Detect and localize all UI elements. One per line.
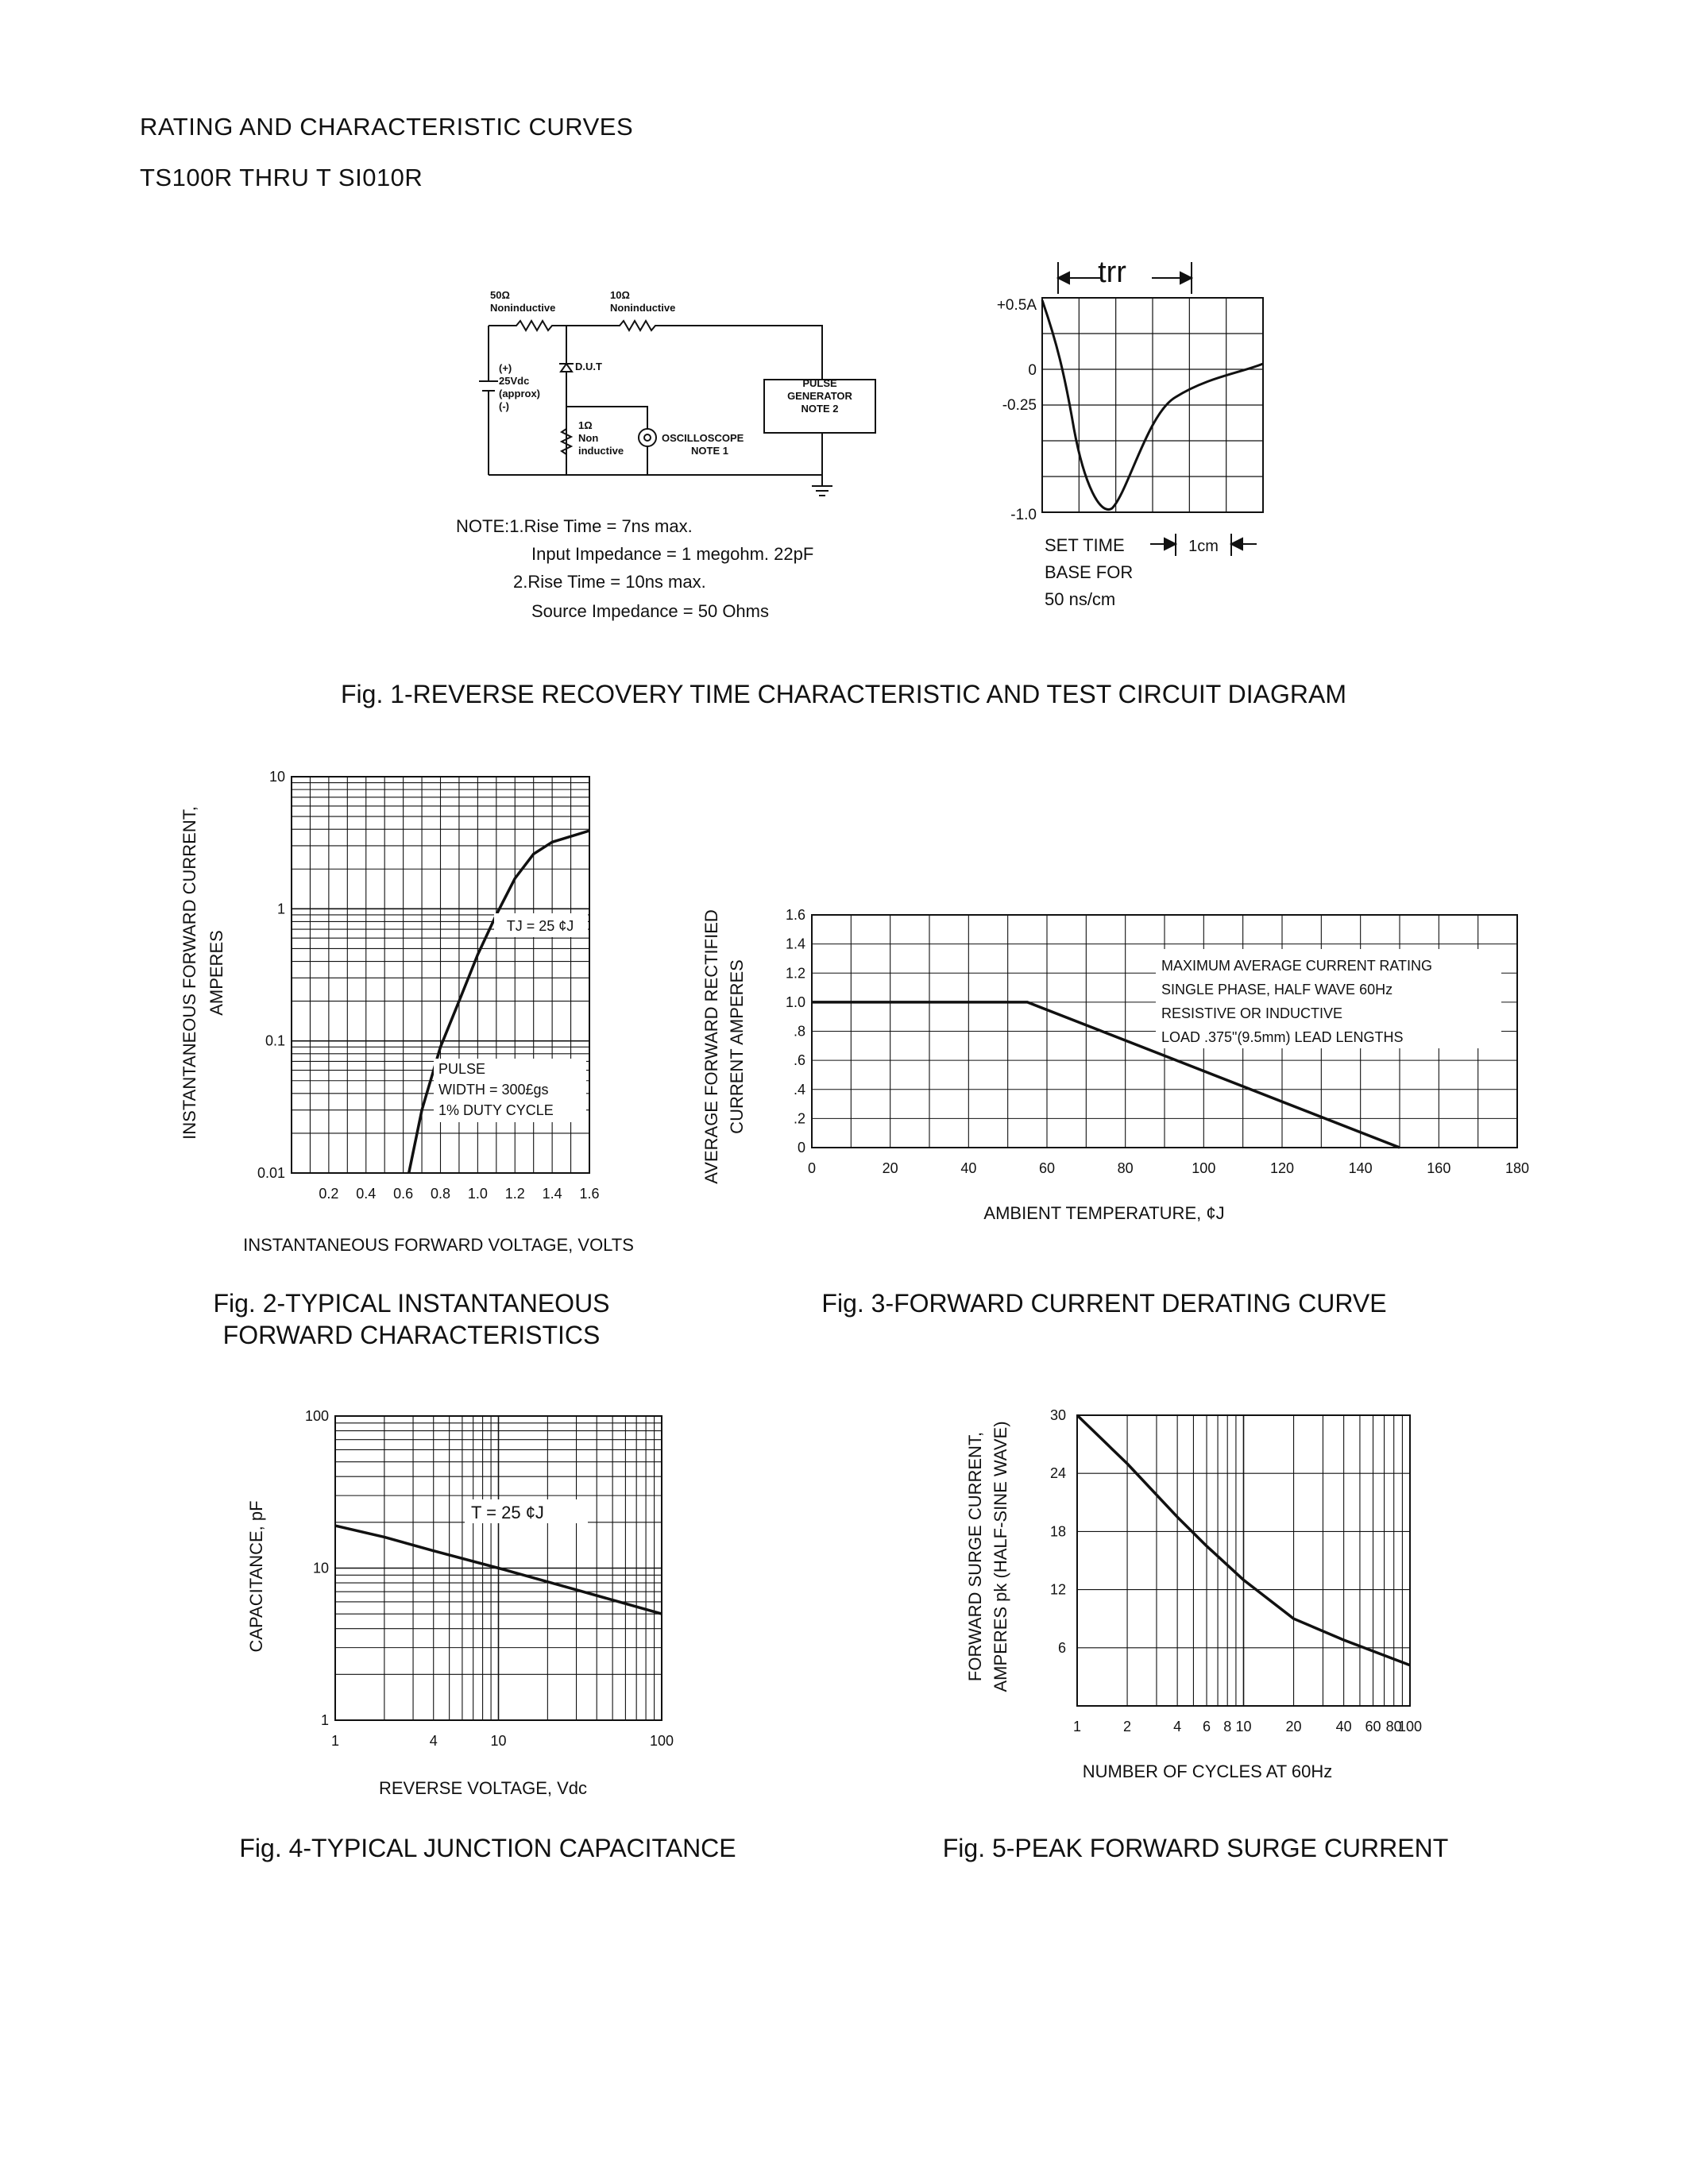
fig4-y-axis-label: CAPACITANCE, pF xyxy=(246,1500,266,1653)
supply-minus: (-) xyxy=(499,400,509,412)
fig2-tj-annotation: TJ = 25 ¢J xyxy=(506,918,574,934)
fig3-legend-line-2: SINGLE PHASE, HALF WAVE 60Hz xyxy=(1161,982,1393,997)
scope-label-2: NOTE 1 xyxy=(691,445,728,457)
fig5-x-tick: 2 xyxy=(1123,1719,1132,1734)
fig2-x-tick: 0.2 xyxy=(319,1186,339,1202)
fig5-x-tick: 8 xyxy=(1223,1719,1232,1734)
supply-approx: (approx) xyxy=(499,388,540,399)
r2-value: 10Ω xyxy=(610,289,630,301)
fig2-y-axis-label-2: AMPERES xyxy=(207,930,226,1016)
fig5-x-tick: 60 xyxy=(1365,1719,1381,1734)
pulse-gen-label-3: NOTE 2 xyxy=(801,403,839,415)
fig4-x-tick: 10 xyxy=(490,1733,507,1749)
fig3-x-axis-label: AMBIENT TEMPERATURE, ¢J xyxy=(983,1203,1225,1223)
fig3-x-tick: 80 xyxy=(1117,1160,1134,1176)
fig1-caption: Fig. 1-REVERSE RECOVERY TIME CHARACTERISTIC AND TEST CIRCUIT DIAGRAM xyxy=(340,680,1347,708)
r3-value: 1Ω xyxy=(578,419,593,431)
fig1-notes xyxy=(456,516,813,621)
scope-y-label: 0 xyxy=(1028,362,1037,379)
fig3-x-tick: 60 xyxy=(1038,1160,1056,1176)
fig5-x-tick: 80 xyxy=(1385,1719,1402,1734)
fig5-surge-current-chart xyxy=(1050,1407,1422,1734)
note-2a: 2.Rise Time = 10ns max. xyxy=(513,572,706,592)
fig2-caption-line-1: Fig. 2-TYPICAL INSTANTANEOUS xyxy=(213,1289,610,1318)
fig5-x-tick: 40 xyxy=(1335,1719,1352,1734)
fig3-y-tick: .8 xyxy=(793,1023,805,1040)
fig4-x-axis-label: REVERSE VOLTAGE, Vdc xyxy=(378,1778,588,1798)
pulse-gen-label-1: PULSE xyxy=(802,377,837,389)
fig3-y-tick: .6 xyxy=(793,1052,805,1069)
fig2-forward-characteristics-chart xyxy=(257,769,600,1202)
fig4-junction-capacitance-chart xyxy=(305,1408,674,1749)
fig4-caption: Fig. 4-TYPICAL JUNCTION CAPACITANCE xyxy=(239,1834,736,1862)
fig5-x-tick: 6 xyxy=(1203,1719,1211,1734)
pulse-gen-label-2: GENERATOR xyxy=(787,390,852,402)
fig5-y-tick: 6 xyxy=(1057,1639,1066,1656)
note-1b: Input Impedance = 1 megohm. 22pF xyxy=(531,544,814,564)
dut-label: D.U.T xyxy=(575,361,602,372)
supply-plus: (+) xyxy=(499,362,512,374)
page-title: RATING AND CHARACTERISTIC CURVES xyxy=(140,113,634,141)
oscilloscope-probe xyxy=(639,429,656,446)
fig5-x-tick: 20 xyxy=(1285,1719,1302,1734)
fig3-y-tick: 1.6 xyxy=(785,907,805,923)
fig3-x-tick: 100 xyxy=(1192,1160,1216,1176)
fig5-labels xyxy=(943,1421,1449,1862)
fig5-x-tick: 10 xyxy=(1235,1719,1252,1734)
fig3-caption: Fig. 3-FORWARD CURRENT DERATING CURVE xyxy=(821,1289,1387,1318)
fig5-x-tick: 4 xyxy=(1173,1719,1182,1734)
fig2-x-tick: 1.0 xyxy=(467,1186,488,1202)
set-time-label: SET TIME xyxy=(1045,535,1125,555)
fig2-caption-line-2: FORWARD CHARACTERISTICS xyxy=(222,1321,601,1349)
fig3-x-tick: 120 xyxy=(1269,1160,1295,1176)
oscilloscope-trace-panel xyxy=(1042,298,1263,512)
r1-value: 50Ω xyxy=(490,289,510,301)
r3-note-2: inductive xyxy=(578,445,624,457)
fig2-y-tick: 1 xyxy=(276,901,285,917)
fig5-x-axis-label: NUMBER OF CYCLES AT 60Hz xyxy=(1082,1761,1333,1781)
fig3-derating-chart xyxy=(786,907,1529,1176)
fig5-y-tick: 12 xyxy=(1049,1581,1066,1598)
r1-note: Noninductive xyxy=(490,302,556,314)
fig4-y-tick: 10 xyxy=(312,1560,329,1576)
fig2-y-tick: 0.01 xyxy=(257,1165,285,1181)
scope-label-1: OSCILLOSCOPE xyxy=(662,432,744,444)
fig3-x-tick: 160 xyxy=(1427,1160,1451,1176)
timebase-label: 50 ns/cm xyxy=(1045,589,1116,609)
note-1a: NOTE:1.Rise Time = 7ns max. xyxy=(456,516,693,536)
fig5-x-tick: 100 xyxy=(1397,1719,1423,1734)
fig4-x-tick: 4 xyxy=(429,1733,438,1749)
fig4-x-tick: 100 xyxy=(649,1733,674,1749)
fig5-caption: Fig. 5-PEAK FORWARD SURGE CURRENT xyxy=(942,1834,1449,1862)
fig5-x-tick: 1 xyxy=(1072,1719,1082,1734)
base-for-label: BASE FOR xyxy=(1045,562,1134,582)
fig3-x-tick: 140 xyxy=(1348,1160,1373,1176)
fig3-legend-line-3: RESISTIVE OR INDUCTIVE xyxy=(1161,1005,1343,1021)
fig2-x-tick: 1.4 xyxy=(542,1186,562,1202)
r3-note-1: Non xyxy=(578,432,599,444)
fig2-pulse-annotation-3: 1% DUTY CYCLE xyxy=(438,1102,554,1118)
fig2-pulse-annotation-1: PULSE xyxy=(438,1061,486,1077)
scope-y-label: -0.25 xyxy=(1002,397,1037,414)
note-2b: Source Impedance = 50 Ohms xyxy=(531,601,769,621)
fig2-x-tick: 0.6 xyxy=(393,1186,414,1202)
fig2-x-tick: 0.8 xyxy=(430,1186,451,1202)
fig3-legend-line-1: MAXIMUM AVERAGE CURRENT RATING xyxy=(1161,958,1433,974)
r2-note: Noninductive xyxy=(610,302,676,314)
fig4-tj-annotation: T = 25 ¢J xyxy=(471,1503,544,1522)
trr-label: trr xyxy=(1098,256,1126,289)
fig2-x-tick: 1.6 xyxy=(579,1186,600,1202)
fig3-x-tick: 180 xyxy=(1505,1160,1530,1176)
fig3-x-tick: 40 xyxy=(960,1160,977,1176)
fig2-y-tick: 10 xyxy=(268,769,285,785)
fig3-y-axis-label-2: CURRENT AMPERES xyxy=(727,959,747,1134)
page-subtitle: TS100R THRU T SI010R xyxy=(140,164,423,191)
fig5-y-axis-label-1: FORWARD SURGE CURRENT, xyxy=(965,1431,985,1682)
supply-battery xyxy=(479,326,498,475)
fig3-x-tick: 0 xyxy=(807,1160,817,1176)
fig3-y-tick: 0 xyxy=(797,1140,805,1156)
fig3-y-tick: .4 xyxy=(793,1081,805,1098)
fig2-x-tick: 0.4 xyxy=(356,1186,377,1202)
fig3-y-axis-label-1: AVERAGE FORWARD RECTIFIED xyxy=(701,909,721,1184)
ground-symbol xyxy=(812,475,832,496)
fig3-y-tick: 1.2 xyxy=(785,965,805,982)
fig4-y-tick: 1 xyxy=(320,1712,329,1728)
circuit-labels xyxy=(490,289,853,457)
fig3-y-tick: 1.4 xyxy=(785,936,805,952)
fig5-y-tick: 24 xyxy=(1049,1465,1066,1482)
scope-y-label: -1.0 xyxy=(1010,507,1037,523)
fig3-x-tick: 20 xyxy=(882,1160,898,1176)
fig3-y-tick: .2 xyxy=(793,1110,805,1127)
fig3-y-tick: 1.0 xyxy=(785,994,805,1010)
fig3-legend-line-4: LOAD .375"(9.5mm) LEAD LENGTHS xyxy=(1161,1029,1404,1045)
supply-voltage: 25Vdc xyxy=(499,375,530,387)
fig2-pulse-annotation-2: WIDTH = 300£gs xyxy=(438,1082,549,1098)
fig2-y-axis-label-1: INSTANTANEOUS FORWARD CURRENT, xyxy=(180,806,199,1140)
scope-y-label: +0.5A xyxy=(996,297,1037,314)
fig5-y-tick: 18 xyxy=(1049,1523,1066,1540)
top-wire-resistors xyxy=(489,321,822,380)
fig4-x-tick: 1 xyxy=(330,1733,340,1749)
fig2-x-tick: 1.2 xyxy=(504,1186,525,1202)
fig2-y-tick: 0.1 xyxy=(265,1032,285,1049)
dut-diode xyxy=(559,326,574,475)
cm-scale-label: 1cm xyxy=(1188,538,1219,555)
scope-labels xyxy=(997,256,1257,609)
fig5-y-tick: 30 xyxy=(1049,1407,1066,1423)
fig2-x-axis-label: INSTANTANEOUS FORWARD VOLTAGE, VOLTS xyxy=(243,1235,634,1255)
fig5-y-axis-label-2: AMPERES pk (HALF-SINE WAVE) xyxy=(991,1421,1010,1692)
fig4-y-tick: 100 xyxy=(304,1408,329,1424)
